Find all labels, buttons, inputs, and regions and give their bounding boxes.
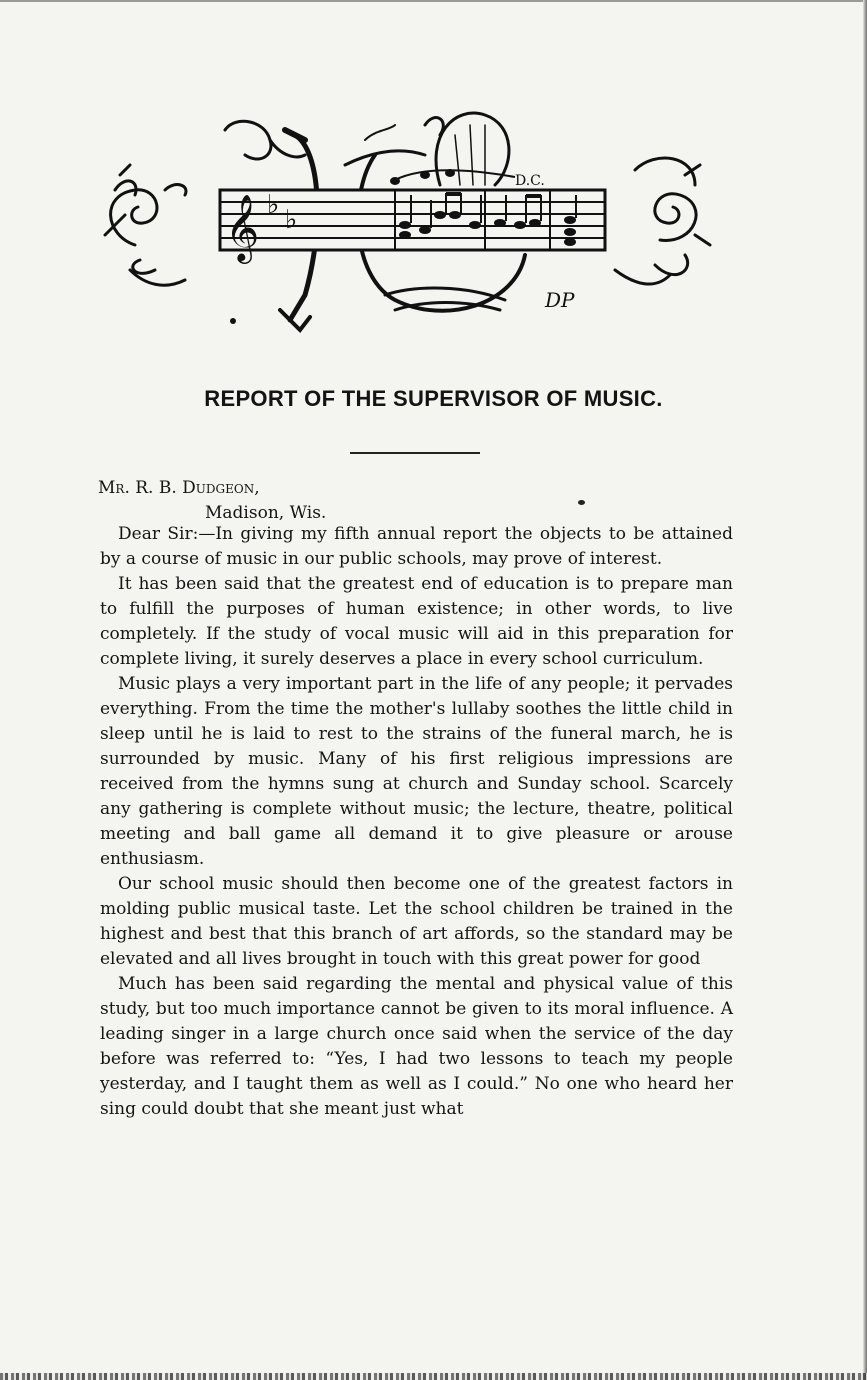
- svg-text:♭: ♭: [267, 190, 280, 220]
- svg-text:♭: ♭: [285, 205, 298, 235]
- page-edge-right: [863, 0, 867, 1380]
- svg-text:D.C.: D.C.: [515, 173, 545, 189]
- page-edge-bottom: [0, 1373, 867, 1380]
- addressee-city: Madison, Wis.: [205, 503, 327, 523]
- paragraph-salutation-intro: Dear Sir:—In giving my fifth annual report the objects to be attained by a course of music in our public schools, may prove of interest.: [100, 524, 733, 569]
- paragraph-education-purpose: It has been said that the greatest end of education is to prepare man to fulfill the purposes of human existence; in other words, to live completely. If the study of vocal music will aid in this preparation for complete living, it surely deserves a place in every school curriculum.: [100, 574, 733, 669]
- page-title: REPORT OF THE SUPERVISOR OF MUSIC.: [204, 386, 663, 411]
- music-headpiece-illustration: [95, 95, 715, 340]
- paragraph-school-music-taste: Our school music should then become one of the greatest factors in molding public musical taste. Let the school children be trained in the highest and best that this branch of art affords, so the standard may be elevated and all lives brought in touch with this great power for good: [100, 874, 733, 969]
- title-divider: [350, 452, 480, 454]
- headpiece-monogram: DP: [545, 288, 575, 312]
- ink-speck: [578, 500, 585, 505]
- svg-text:𝄞: 𝄞: [225, 193, 260, 261]
- paragraph-music-in-life: Music plays a very important part in the life of any people; it pervades everything. From the time the mother's lullaby soothes the little child in sleep until he is laid to rest to the strains of the funeral march, he is surrounded by music. Many of his first religious impressions are received from the hymns sung at church and Sunday school. Scarcely any gathering is complete without music; the lecture, theatre, political meeting and ball game all demand it to give pleasure or arouse enthusiasm.: [100, 674, 733, 869]
- paragraph-moral-influence: Much has been said regarding the mental and physical value of this study, but too much importance cannot be given to its moral influence. A leading singer in a large church once said when the service of the day before was referred to: “Yes, I had two lessons to teach my people yesterday, and I taught them as well as I could.” No one who heard her sing could doubt that she meant just what: [100, 974, 733, 1119]
- page-edge-top: [0, 0, 867, 2]
- addressee-name: Mr. R. B. Dudgeon,: [98, 478, 260, 498]
- addressee-line: [98, 476, 260, 501]
- report-body: [100, 522, 733, 1122]
